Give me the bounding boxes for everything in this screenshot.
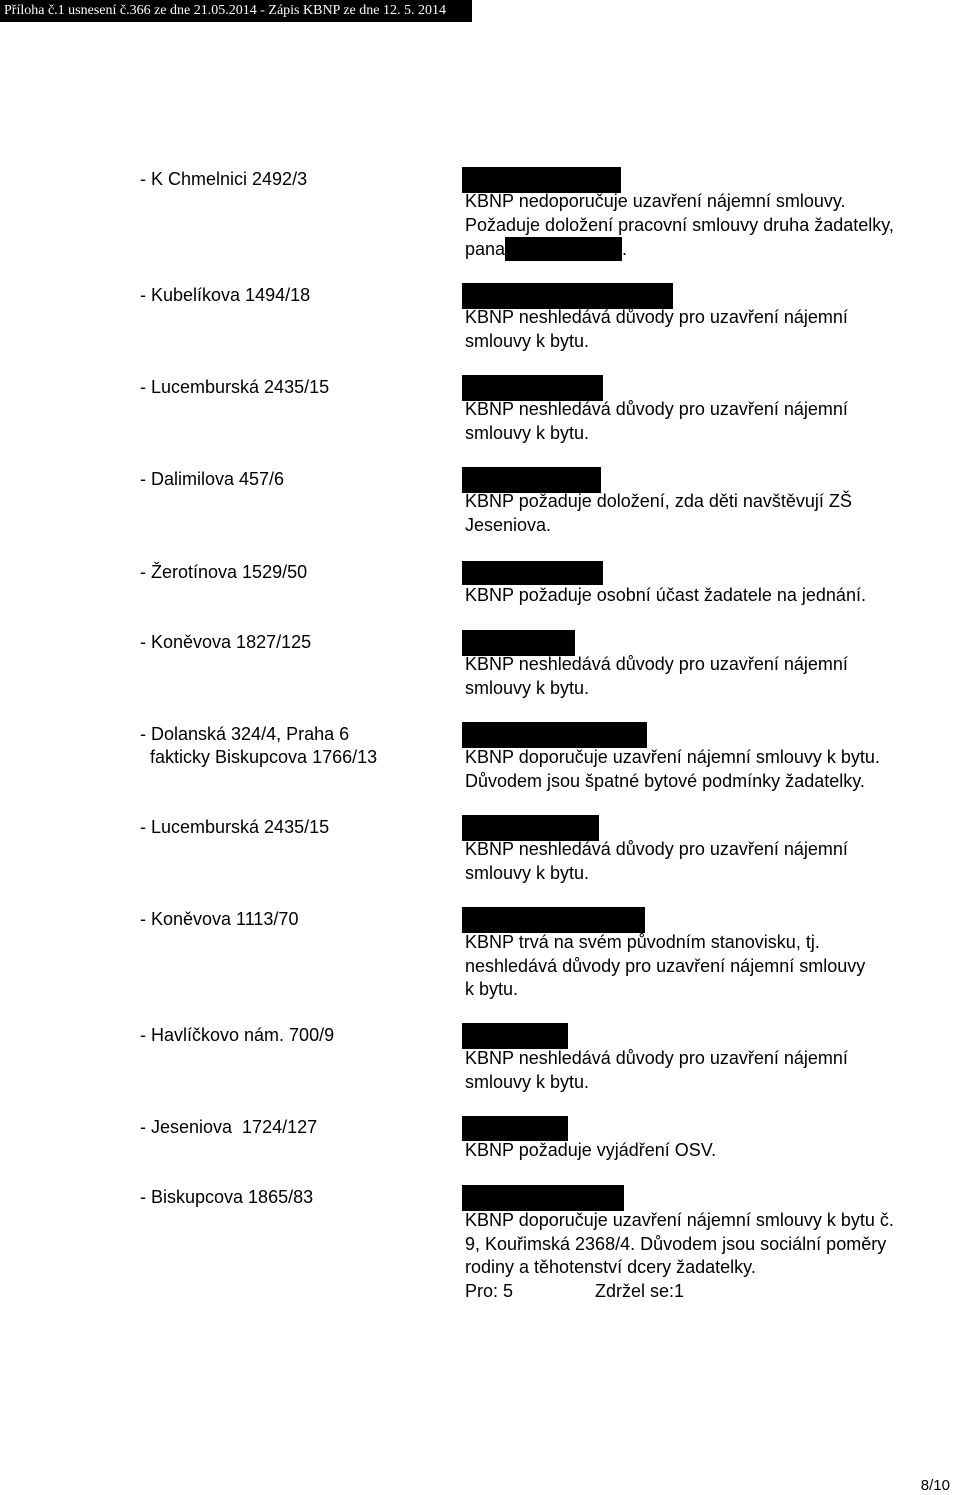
note-line: smlouvy k bytu. bbox=[465, 422, 590, 443]
committee-note bbox=[465, 931, 865, 1002]
redaction-bar bbox=[462, 561, 603, 585]
note-line: Jeseniova. bbox=[465, 514, 552, 535]
note-text: . bbox=[622, 239, 628, 259]
redaction-bar bbox=[462, 1116, 568, 1141]
address-item: - Dalimilova 457/6 bbox=[140, 469, 285, 489]
address-item: - Koněvova 1113/70 bbox=[140, 909, 299, 929]
address-item: - Jeseniova 1724/127 bbox=[140, 1117, 318, 1137]
note-line: KBNP požaduje vyjádření OSV. bbox=[465, 1140, 717, 1160]
note-line: KBNP neshledává důvody pro uzavření nájemní bbox=[465, 307, 848, 327]
address-item: - Havlíčkovo nám. 700/9 bbox=[140, 1025, 335, 1045]
address-item: - Žerotínova 1529/50 bbox=[140, 562, 308, 582]
note-line: 9, Kouřimská 2368/4. Důvodem jsou sociální poměry bbox=[465, 1233, 887, 1254]
note-line: rodiny a těhotenství dcery žadatelky. bbox=[465, 1257, 756, 1277]
note-line: smlouvy k bytu. bbox=[465, 677, 590, 698]
committee-note bbox=[465, 190, 894, 262]
note-line: neshledává důvody pro uzavření nájemní smlouvy bbox=[465, 955, 866, 976]
committee-note bbox=[465, 1209, 894, 1303]
vote-pro: Pro: 5 bbox=[465, 1280, 514, 1301]
vote-abstain: Zdržel se:1 bbox=[595, 1280, 685, 1301]
redaction-bar bbox=[462, 722, 647, 748]
note-line: KBNP trvá na svém původním stanovisku, tj. bbox=[465, 932, 820, 952]
document-header: Příloha č.1 usnesení č.366 ze dne 21.05.2014 - Zápis KBNP ze dne 12. 5. 2014 bbox=[0, 0, 472, 22]
address-item: - Kubelíkova 1494/18 bbox=[140, 285, 311, 305]
note-line: KBNP neshledává důvody pro uzavření nájemní bbox=[465, 839, 848, 859]
redaction-bar bbox=[462, 907, 645, 933]
note-line: KBNP neshledává důvody pro uzavření nájemní bbox=[465, 399, 848, 419]
note-line: KBNP neshledává důvody pro uzavření nájemní bbox=[465, 654, 848, 674]
note-line: smlouvy k bytu. bbox=[465, 1071, 590, 1092]
committee-note bbox=[465, 746, 880, 793]
note-line: smlouvy k bytu. bbox=[465, 330, 590, 351]
address-item: - Biskupcova 1865/83 bbox=[140, 1187, 314, 1207]
vote-result bbox=[465, 1280, 894, 1304]
address-item: - Dolanská 324/4, Praha 6 bbox=[140, 724, 350, 744]
note-text: pana bbox=[465, 239, 506, 259]
committee-note bbox=[465, 1139, 716, 1163]
note-line: KBNP neshledává důvody pro uzavření nájemní bbox=[465, 1048, 848, 1068]
note-line: KBNP doporučuje uzavření nájemní smlouvy k bytu č. bbox=[465, 1210, 894, 1230]
committee-note bbox=[465, 1047, 848, 1094]
note-line: Požaduje doložení pracovní smlouvy druha žadatelky, bbox=[465, 214, 894, 235]
committee-note bbox=[465, 838, 848, 885]
redaction-bar bbox=[462, 1185, 624, 1211]
committee-note bbox=[465, 306, 848, 353]
address-item: - Lucemburská 2435/15 bbox=[140, 817, 330, 837]
committee-note bbox=[465, 584, 866, 608]
note-line: KBNP doporučuje uzavření nájemní smlouvy k bytu. bbox=[465, 747, 880, 767]
page-number: 8/10 bbox=[920, 1477, 950, 1494]
committee-note bbox=[465, 653, 848, 700]
note-line bbox=[465, 237, 894, 262]
committee-note bbox=[465, 398, 848, 445]
redaction-bar bbox=[462, 1023, 568, 1049]
redaction-bar bbox=[505, 237, 622, 261]
address-item: - Koněvova 1827/125 bbox=[140, 632, 312, 652]
note-line: KBNP požaduje doložení, zda děti navštěvují ZŠ bbox=[465, 491, 852, 511]
address-item: - Lucemburská 2435/15 bbox=[140, 377, 330, 397]
note-line: KBNP požaduje osobní účast žadatele na jednání. bbox=[465, 585, 866, 605]
note-line: Důvodem jsou špatné bytové podmínky žadatelky. bbox=[465, 770, 865, 791]
note-line: smlouvy k bytu. bbox=[465, 862, 590, 883]
address-item: fakticky Biskupcova 1766/13 bbox=[140, 747, 378, 767]
address-item: - K Chmelnici 2492/3 bbox=[140, 169, 308, 189]
note-line: k bytu. bbox=[465, 979, 519, 999]
note-line: KBNP nedoporučuje uzavření nájemní smlouvy. bbox=[465, 191, 846, 211]
committee-note bbox=[465, 490, 852, 537]
